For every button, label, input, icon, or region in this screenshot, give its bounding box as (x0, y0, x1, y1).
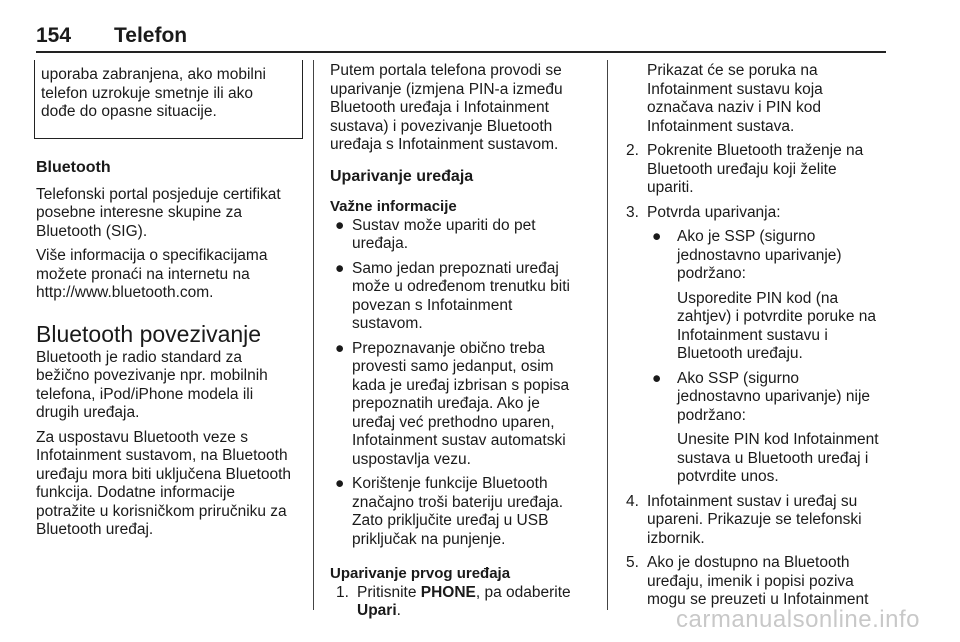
text-line: Infotainment sustavom, na Bluetooth (36, 447, 288, 464)
text-line: Samo jedan prepoznati uređaj (352, 259, 559, 277)
paragraph-certificate (36, 186, 302, 242)
bullet-icon: ● (652, 369, 662, 387)
step-number: 4. (626, 492, 639, 510)
bluetooth-connection-heading: Bluetooth povezivanje (36, 320, 262, 347)
text-line: Bluetooth uređaju koji želite (647, 160, 837, 178)
text-line: mogu se preuzeti u Infotainment (647, 591, 869, 608)
column-divider-2 (607, 60, 608, 610)
text-line: drugih uređaja. (36, 404, 140, 421)
text-line: upareni. Prikazuje se telefonski (647, 511, 862, 528)
text-line: potražite u korisničkom priručniku za (36, 502, 287, 520)
text-line: podržano: (677, 265, 746, 282)
text-line: zahtjev) i potvrdite poruke na (677, 308, 877, 325)
step-1-continued (626, 62, 892, 136)
text-line: Ako je dostupno na Bluetooth (647, 554, 850, 571)
text-line: sustava u Bluetooth uređaj i (677, 449, 869, 467)
ssp-unsupported-instructions (626, 431, 892, 487)
step-1 (336, 584, 592, 621)
text-fragment: , pa odaberite (475, 583, 571, 601)
text-fragment: Pritisnite (357, 583, 421, 601)
text-line: možete pronaći na internetu na (36, 265, 250, 283)
step-3 (626, 204, 892, 223)
text-line: Infotainment sustava. (647, 117, 795, 135)
text-line: funkcija. Dodatne informacije (36, 484, 236, 501)
text-line: jednostavno uparivanje) nije (677, 388, 871, 405)
first-device-heading: Uparivanje prvog uređaja (330, 565, 511, 582)
warning-line: telefon uzrokuje smetnje ili ako (41, 84, 253, 102)
text-line: podržano: (677, 406, 746, 424)
paragraph-intro (330, 62, 592, 155)
text-line: jednostavno uparivanje) (677, 246, 842, 264)
paragraph-more-info (36, 247, 302, 303)
text-line: Infotainment sustavu koja (647, 80, 823, 98)
bullet-icon: ● (335, 259, 345, 277)
text-line: Unesite PIN kod Infotainment (677, 431, 879, 448)
text-line: Više informacija o specifikacijama (36, 247, 268, 264)
header-rule (36, 51, 886, 53)
text-line: uređaju mora biti uključena Bluetooth (36, 465, 292, 483)
list-item (330, 475, 592, 549)
warning-box (34, 60, 303, 139)
text-line: priključak na punjenje. (352, 530, 506, 548)
text-line: prepoznatih uređaja. Ako je (352, 395, 540, 412)
bullet-icon: ● (652, 228, 662, 245)
text-line: provesti samo jedanput, osim (352, 358, 554, 375)
text-line: potvrdite unos. (677, 468, 779, 485)
bullet-icon: ● (335, 216, 345, 234)
column-2 (330, 62, 592, 621)
step-number: 1. (336, 583, 349, 601)
text-line: Ako SSP (sigurno (677, 369, 800, 387)
bluetooth-heading: Bluetooth (36, 159, 111, 176)
text-line: može u određenom trenutku biti (352, 278, 570, 295)
paragraph-connection-setup (36, 429, 302, 540)
text-line: uspostavlja vezu. (352, 450, 471, 468)
column-3 (626, 62, 892, 610)
step-number: 5. (626, 554, 639, 571)
bullet-icon: ● (335, 475, 345, 492)
list-item (626, 370, 892, 426)
text-line: posebne interesne skupine za (36, 204, 242, 221)
list-item (626, 228, 892, 284)
text-line: Zato priključite uređaj u USB (352, 512, 549, 529)
bullet-icon: ● (335, 339, 345, 357)
list-item (330, 260, 592, 334)
paragraph-radio-standard (36, 349, 302, 423)
ssp-supported-instructions (626, 290, 892, 364)
text-line: uređaja. (352, 235, 409, 252)
list-item (330, 217, 592, 254)
watermark: carmanualsonline.info (676, 606, 920, 633)
column-1 (36, 60, 302, 540)
column-divider-1 (313, 60, 314, 610)
text-line: Korištenje funkcije Bluetooth (352, 475, 548, 492)
step-5 (626, 554, 892, 610)
text-line: Pokrenite Bluetooth traženje na (647, 142, 864, 159)
text-line: uređaju, imenik i popisi poziva (647, 572, 854, 590)
chapter-title: Telefon (114, 24, 188, 47)
text-line: uređaj već prethodno uparen, (352, 413, 555, 431)
text-line: Bluetooth je radio standard za (36, 348, 242, 366)
text-line: http://www.bluetooth.com. (36, 284, 214, 301)
text-line: Bluetooth uređaju. (677, 345, 803, 362)
text-line: Putem portala telefona provodi se (330, 62, 562, 79)
text-line: Usporedite PIN kod (na (677, 289, 839, 307)
text-line: sustavom. (352, 315, 423, 332)
text-line: izbornik. (647, 529, 705, 547)
page-number: 154 (36, 24, 72, 47)
text-line: uređaja s Infotainment sustavom. (330, 136, 559, 153)
text-line: bežično povezivanje npr. mobilnih (36, 367, 268, 384)
text-line: Sustav može upariti do pet (352, 216, 536, 234)
text-line: telefona, iPod/iPhone modela ili (36, 385, 254, 403)
list-item (330, 340, 592, 470)
text-line: Ako je SSP (sigurno (677, 228, 816, 245)
text-line: kada je uređaj izbrisan s popisa (352, 376, 570, 394)
text-line: uparivanje (izmjena PIN-a između (330, 80, 563, 98)
text-line: Prepoznavanje obično treba (352, 339, 546, 357)
text-line: Infotainment sustav i uređaj su (647, 492, 858, 510)
text-line: značajno troši bateriju uređaja. (352, 493, 564, 511)
text-fragment: . (396, 602, 401, 619)
important-info-heading: Važne informacije (330, 198, 457, 215)
text-line: označava naziv i PIN kod (647, 99, 822, 116)
warning-line: dođe do opasne situacije. (41, 103, 217, 120)
text-line: Prikazat će se poruka na (647, 62, 818, 79)
step-number: 3. (626, 203, 639, 221)
text-line: Bluetooth (SIG). (36, 222, 148, 240)
text-line: upariti. (647, 179, 694, 196)
text-line: sustava) i povezivanje Bluetooth (330, 117, 553, 135)
upari-menu-label: Upari (357, 602, 397, 619)
pairing-heading: Uparivanje uređaja (330, 167, 474, 185)
warning-line: uporaba zabranjena, ako mobilni (41, 66, 266, 83)
phone-key-label: PHONE (420, 583, 476, 601)
text-line: povezan s Infotainment (352, 296, 513, 314)
text-line: Infotainment sustavu i (677, 326, 828, 344)
text-line: Telefonski portal posjeduje certifikat (36, 185, 281, 203)
text-line: Bluetooth uređaja i Infotainment (330, 99, 549, 116)
text-line: Potvrda uparivanja: (647, 203, 781, 221)
step-2 (626, 142, 892, 198)
step-4 (626, 493, 892, 549)
step-number: 2. (626, 142, 639, 159)
text-line: Bluetooth uređaj. (36, 521, 154, 538)
text-line: Infotainment sustav automatski (352, 432, 566, 449)
text-line: Za uspostavu Bluetooth veze s (36, 428, 248, 446)
